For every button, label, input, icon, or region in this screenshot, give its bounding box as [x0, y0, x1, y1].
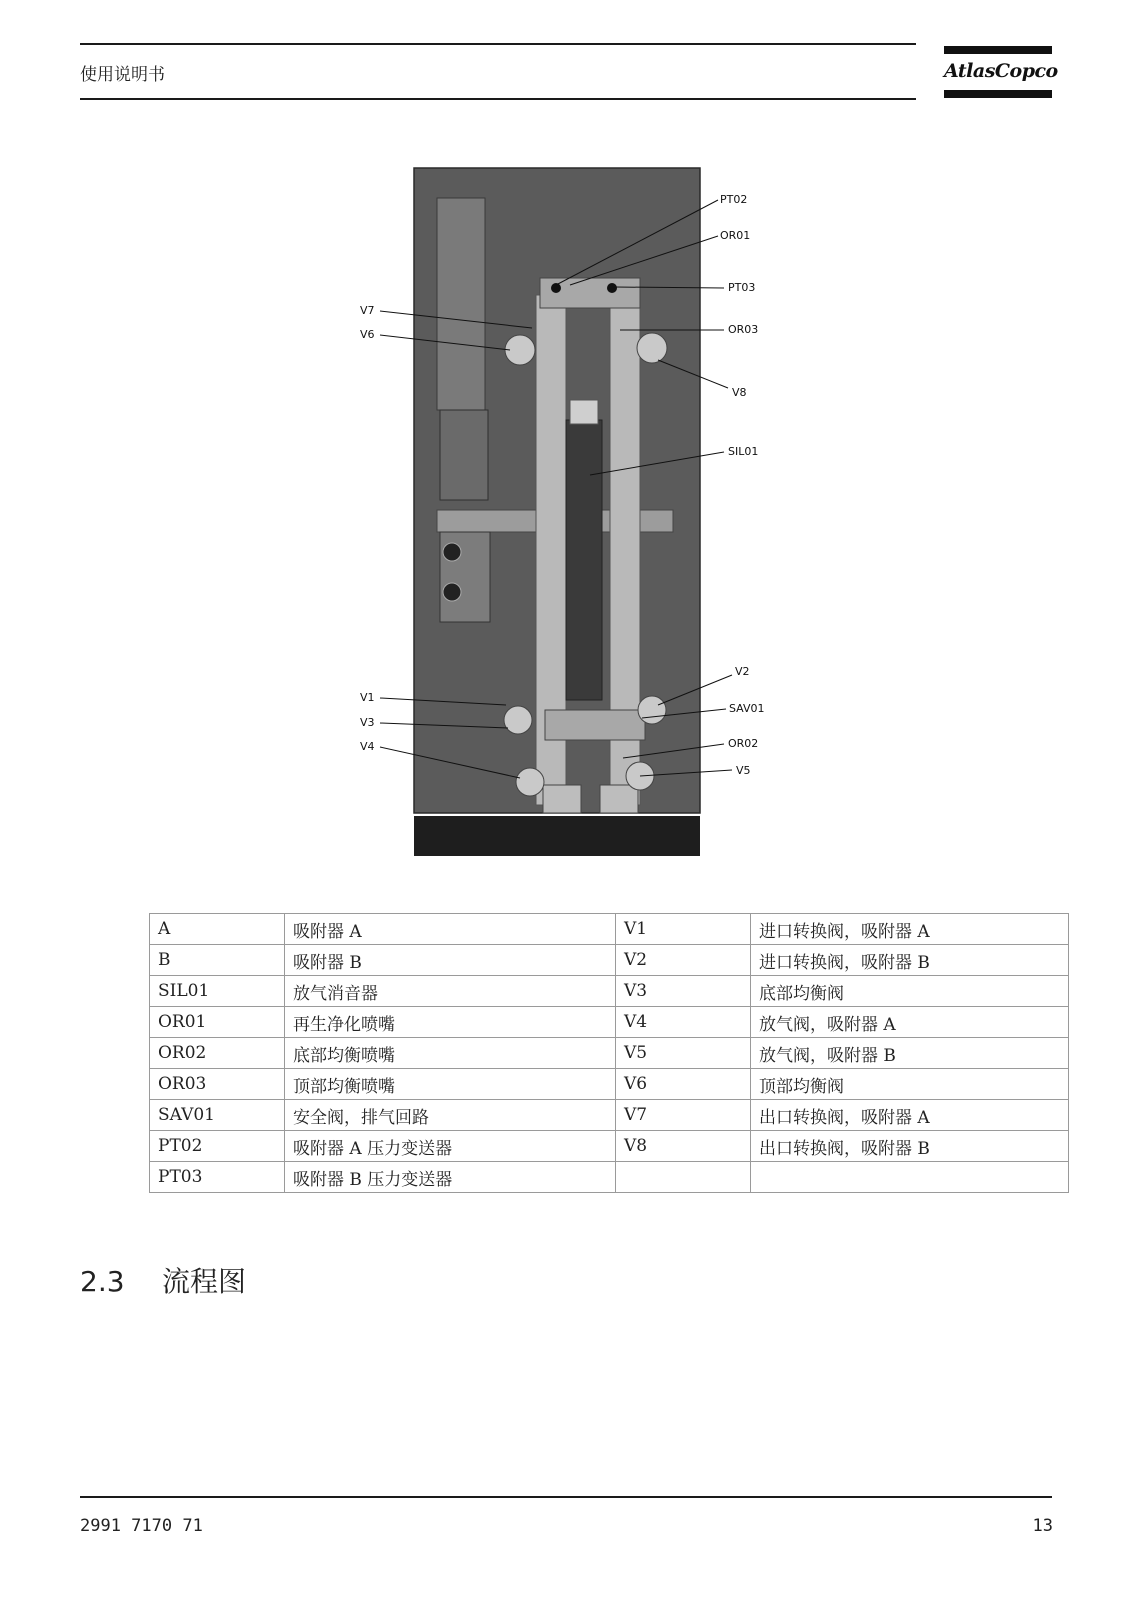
svg-text:V5: V5: [736, 764, 751, 777]
valve-code: V7: [616, 1100, 751, 1131]
section-title: 流程图: [162, 1265, 247, 1298]
table-row: [150, 1038, 1069, 1069]
part-description: 吸附器 A: [285, 914, 616, 945]
cabinet-base: [414, 816, 700, 856]
valve-code: V2: [616, 945, 751, 976]
control-panel: [437, 198, 485, 410]
table-row: [150, 1162, 1069, 1193]
silencer: [566, 420, 602, 700]
svg-text:V7: V7: [360, 304, 375, 317]
header-top-rule: [80, 43, 916, 45]
valve-description: 顶部均衡阀: [751, 1069, 1069, 1100]
top-manifold: [540, 278, 640, 308]
table-row: [150, 1100, 1069, 1131]
part-code: OR03: [150, 1069, 285, 1100]
logo-text: AtlasCopco: [944, 60, 1058, 82]
svg-text:V8: V8: [732, 386, 747, 399]
part-code: PT03: [150, 1162, 285, 1193]
svg-text:OR02: OR02: [728, 737, 759, 750]
part-description: 顶部均衡喷嘴: [285, 1069, 616, 1100]
valve-code: V3: [616, 976, 751, 1007]
valve-description: 出口转换阀，吸附器 A: [751, 1100, 1069, 1131]
valve-description: 出口转换阀，吸附器 B: [751, 1131, 1069, 1162]
valve-code: V5: [616, 1038, 751, 1069]
table-row: [150, 914, 1069, 945]
valve-description: 进口转换阀，吸附器 B: [751, 945, 1069, 976]
part-description: 再生净化喷嘴: [285, 1007, 616, 1038]
header-bottom-rule: [80, 98, 916, 100]
part-code: SIL01: [150, 976, 285, 1007]
atlas-copco-logo: [944, 46, 1058, 100]
part-description: 吸附器 B 压力变送器: [285, 1162, 616, 1193]
svg-text:V4: V4: [360, 740, 375, 753]
svg-text:PT03: PT03: [728, 281, 756, 294]
manual-title: 使用说明书: [80, 65, 165, 85]
svg-text:V2: V2: [735, 665, 750, 678]
svg-text:V6: V6: [360, 328, 375, 341]
valve-description: 进口转换阀，吸附器 A: [751, 914, 1069, 945]
svg-text:SIL01: SIL01: [728, 445, 759, 458]
valve-code: V8: [616, 1131, 751, 1162]
sensor-box: [440, 410, 488, 500]
valve-description: [751, 1162, 1069, 1193]
valve-code: V1: [616, 914, 751, 945]
part-description: 吸附器 B: [285, 945, 616, 976]
dryer-component-figure: [340, 160, 800, 880]
part-code: OR01: [150, 1007, 285, 1038]
part-code: OR02: [150, 1038, 285, 1069]
bottom-manifold: [545, 710, 645, 740]
valve-description: 放气阀，吸附器 B: [751, 1038, 1069, 1069]
svg-text:OR03: OR03: [728, 323, 759, 336]
part-description: 吸附器 A 压力变送器: [285, 1131, 616, 1162]
part-description: 放气消音器: [285, 976, 616, 1007]
table-row: [150, 1131, 1069, 1162]
part-code: PT02: [150, 1131, 285, 1162]
svg-text:PT02: PT02: [720, 193, 748, 206]
svg-text:V1: V1: [360, 691, 375, 704]
part-code: SAV01: [150, 1100, 285, 1131]
section-heading: [80, 1260, 246, 1300]
page-number: 13: [1032, 1516, 1053, 1536]
valve-code: [616, 1162, 751, 1193]
valve-description: 放气阀，吸附器 A: [751, 1007, 1069, 1038]
footer-rule: [80, 1496, 1052, 1498]
table-row: [150, 1007, 1069, 1038]
section-number: 2.3: [80, 1265, 125, 1298]
part-code: B: [150, 945, 285, 976]
table-row: [150, 945, 1069, 976]
valve-code: V6: [616, 1069, 751, 1100]
svg-text:V3: V3: [360, 716, 375, 729]
part-description: 安全阀，排气回路: [285, 1100, 616, 1131]
svg-text:OR01: OR01: [720, 229, 751, 242]
table-row: [150, 976, 1069, 1007]
table-row: [150, 1069, 1069, 1100]
valve-code: V4: [616, 1007, 751, 1038]
document-number: 2991 7170 71: [80, 1516, 203, 1536]
parts-table: [149, 913, 1069, 1193]
part-code: A: [150, 914, 285, 945]
svg-text:SAV01: SAV01: [729, 702, 765, 715]
part-description: 底部均衡喷嘴: [285, 1038, 616, 1069]
valve-description: 底部均衡阀: [751, 976, 1069, 1007]
